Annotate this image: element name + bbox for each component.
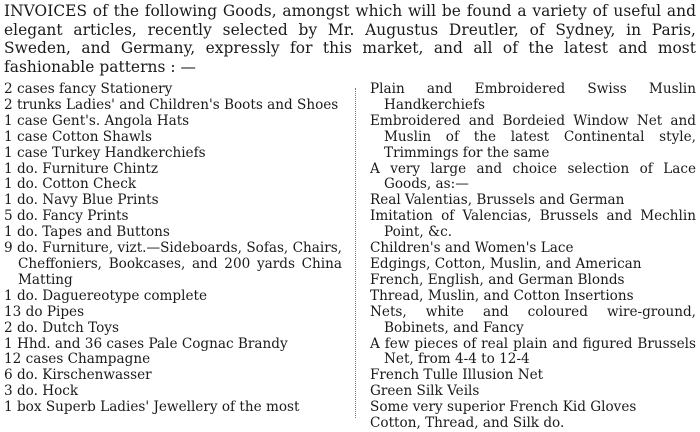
list-item: Real Valentias, Brussels and German [370, 192, 625, 209]
list-item: 1 case Turkey Handkerchiefs [4, 144, 206, 161]
list-item: 1 case Gent's. Angola Hats [4, 112, 190, 129]
list-item: 6 do. Kirschenwasser [4, 367, 152, 384]
list-item: 1 box Superb Ladies' Jewellery of the most [4, 399, 300, 416]
intro-paragraph: INVOICES of the following Goods, amongst which will be found a variety of useful and elegant articles, recently selected by Mr. Augustus Dreutler, of Sydney, in Paris, Sweden, and Germany, expressly for this market, and all of the latest and most fashionable patterns : — [4, 2, 696, 76]
list-item: 1 do. Cotton Check [4, 176, 137, 193]
list-item: 13 do Pipes [4, 303, 85, 320]
column-divider [355, 88, 356, 418]
list-item: A very large and choice selection of Lace Goods, as:— [370, 160, 696, 193]
list-item: 2 cases fancy Stationery [4, 81, 173, 97]
list-item: Plain and Embroidered Swiss Muslin Handkerchiefs [370, 81, 696, 113]
list-item: 1 case Cotton Shawls [4, 128, 152, 145]
list-item: Green Silk Veils [370, 383, 480, 400]
list-item: 5 do. Fancy Prints [4, 208, 129, 225]
list-item: Nets, white and coloured wire-ground, Bobinets, and Fancy [370, 303, 696, 336]
list-item: Edgings, Cotton, Muslin, and American [370, 255, 642, 272]
list-item: Imitation of Valencias, Brussels and Mechlin Point, &c. [370, 208, 696, 241]
list-item: Embroidered and Bordeied Window Net and Muslin of the latest Continental style, Trimmings for the same [370, 112, 696, 161]
list-item: 3 do. Hock [4, 383, 79, 400]
list-item: French Tulle Illusion Net [370, 367, 544, 384]
list-item: 2 trunks Ladies' and Children's Boots and Shoes [4, 96, 339, 113]
list-item: A few pieces of real plain and figured Brussels Net, from 4-4 to 12-4 [370, 335, 696, 368]
list-item: Children's and Women's Lace [370, 240, 574, 257]
list-item: 1 do. Tapes and Buttons [4, 224, 170, 241]
list-item: 1 do. Furniture Chintz [4, 160, 159, 177]
list-item: Cotton, Thread, and Silk do. [370, 415, 565, 432]
list-item: 1 do. Daguereotype complete [4, 287, 207, 304]
list-item: 12 cases Champagne [4, 351, 151, 368]
list-item: 1 Hhd. and 36 cases Pale Cognac Brandy [4, 335, 288, 352]
list-item: 1 do. Navy Blue Prints [4, 192, 159, 209]
list-item: 9 do. Furniture, vizt.—Sideboards, Sofas, Chairs, Cheffoniers, Bookcases, and 200 yards China Matting [4, 240, 342, 288]
list-item: Thread, Muslin, and Cotton Insertions [370, 287, 634, 304]
left-goods-list [4, 82, 342, 416]
right-goods-list [370, 82, 696, 432]
list-item: Some very superior French Kid Gloves [370, 399, 637, 416]
list-item: 2 do. Dutch Toys [4, 319, 119, 336]
list-item: French, English, and German Blonds [370, 271, 625, 288]
